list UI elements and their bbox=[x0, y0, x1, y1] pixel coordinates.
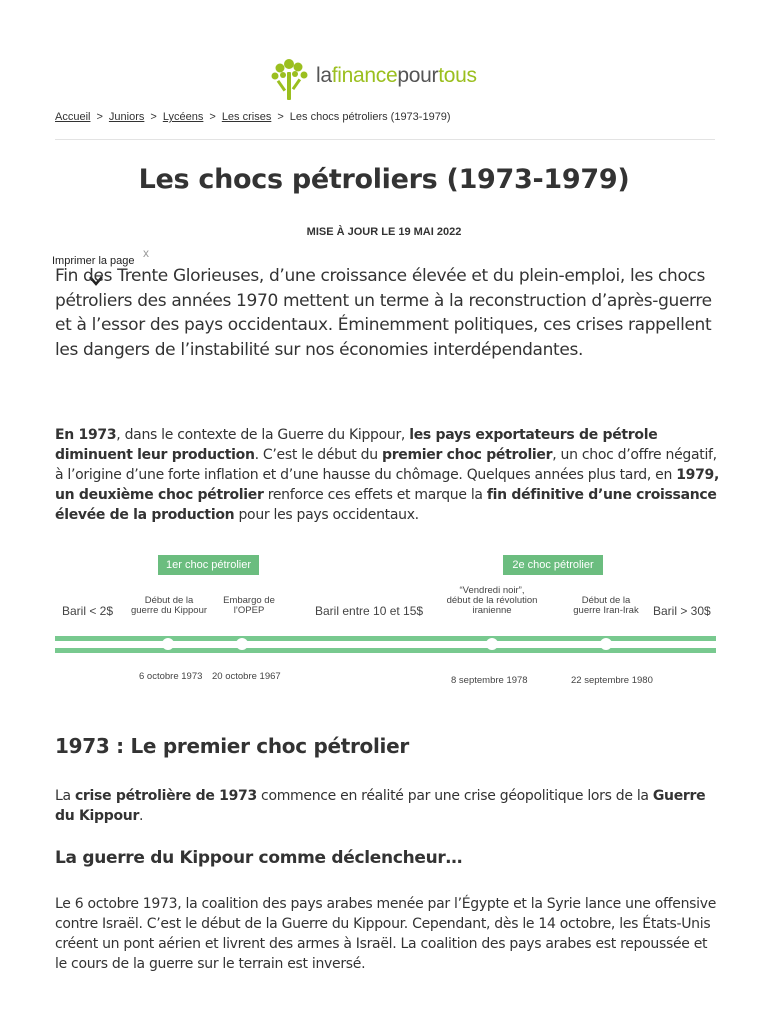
site-logo[interactable] bbox=[0, 58, 768, 102]
text: commence en réalité par une crise géopolitique lors de la bbox=[256, 788, 653, 804]
text-bold: les pays exportateurs de pétrole diminuent leur production bbox=[55, 427, 658, 463]
oil-shock-timeline bbox=[55, 548, 716, 698]
breadcrumb bbox=[55, 111, 715, 123]
breadcrumb-separator: > bbox=[96, 111, 103, 123]
event-kippour-line2: guerre du Kippour bbox=[130, 605, 208, 616]
paragraph-crise bbox=[55, 786, 723, 826]
date-iran-irak: 22 septembre 1980 bbox=[571, 675, 653, 686]
timeline-bar-bottom bbox=[55, 648, 716, 653]
price-mid-label: Baril entre 10 et 15$ bbox=[315, 604, 424, 618]
page-title: Les chocs pétroliers (1973-1979) bbox=[138, 164, 630, 195]
breadcrumb-separator: > bbox=[150, 111, 157, 123]
text: pour les pays occidentaux. bbox=[234, 507, 419, 523]
tree-logo-icon bbox=[270, 58, 310, 102]
text: . C’est le début du bbox=[254, 447, 382, 463]
text-bold: crise pétrolière de 1973 bbox=[74, 788, 257, 804]
date-vendredi-noir: 8 septembre 1978 bbox=[451, 675, 528, 686]
price-high-label: Baril > 30$ bbox=[653, 604, 711, 618]
date-embargo: 20 octobre 1967 bbox=[212, 671, 281, 682]
price-low-label: Baril < 2$ bbox=[62, 604, 114, 618]
event-vendredi-noir-label bbox=[437, 586, 547, 616]
print-close-button[interactable]: x bbox=[143, 246, 149, 260]
text: . bbox=[139, 808, 144, 824]
timeline-dot-iran-irak bbox=[600, 638, 612, 650]
section-heading: 1973 : Le premier choc pétrolier bbox=[55, 734, 409, 758]
badge-first-shock: 1er choc pétrolier bbox=[158, 555, 259, 575]
logo-part-1: la bbox=[316, 64, 332, 87]
timeline-bar-top bbox=[55, 636, 716, 641]
event-embargo-label bbox=[213, 596, 285, 616]
event-kippour-line1: Début de la bbox=[144, 595, 194, 606]
timeline-dot-kippour bbox=[162, 638, 174, 650]
logo-part-3: pour bbox=[397, 64, 439, 87]
event-vendredi-line2: début de la révolution bbox=[446, 595, 538, 606]
breadcrumb-link-accueil[interactable]: Accueil bbox=[55, 111, 91, 123]
event-iran-irak-label bbox=[561, 596, 651, 616]
logo-part-2: finance bbox=[331, 64, 398, 87]
breadcrumb-separator: > bbox=[209, 111, 216, 123]
event-vendredi-line1: “Vendredi noir”, bbox=[459, 585, 525, 596]
event-iran-irak-line2: guerre Iran-Irak bbox=[573, 605, 639, 616]
event-vendredi-line3: iranienne bbox=[472, 605, 512, 616]
breadcrumb-current: Les chocs pétroliers (1973-1979) bbox=[289, 111, 451, 123]
text: La bbox=[55, 788, 75, 804]
intro-paragraph: Fin des Trente Glorieuses, d’une croissance élevée et du plein-emploi, les chocs pétroliers des années 1970 mettent un terme à la reconstruction d’après-guerre et à l’essor des pays occidentaux. Éminemment politiques, ces crises rappellent les dangers de l’instabilité sur nos économies interdépendantes. bbox=[55, 266, 712, 360]
header-divider bbox=[55, 139, 715, 140]
timeline-dot-embargo bbox=[236, 638, 248, 650]
subsection-heading: La guerre du Kippour comme déclencheur… bbox=[55, 848, 463, 868]
text-bold: 1979, un deuxième choc pétrolier bbox=[55, 467, 720, 503]
breadcrumb-link-les-crises[interactable]: Les crises bbox=[221, 111, 272, 123]
logo-part-4: tous bbox=[438, 64, 477, 87]
timeline-dot-vendredi-noir bbox=[486, 638, 498, 650]
event-embargo-line2: l’OPEP bbox=[233, 605, 265, 616]
badge-second-shock: 2e choc pétrolier bbox=[503, 555, 603, 575]
paragraph-kippour: Le 6 octobre 1973, la coalition des pays arabes menée par l’Égypte et la Syrie lance une offensive contre Israël. C’est le début de la Guerre du Kippour. Cependant, dès le 14 octobre, les États-Unis créent un pont aérien et livrent des armes à Israël. La coalition des pays arabes est repoussée et le cours de la guerre sur le terrain est inversé. bbox=[55, 896, 717, 972]
print-page-button[interactable]: Imprimer la page bbox=[52, 255, 135, 267]
text-bold: Guerre du Kippour bbox=[55, 788, 706, 824]
text: , un choc d’offre négatif, à l’origine d’une forte inflation et d’une hausse du chômage. Quelques années plus tard, en bbox=[55, 447, 717, 483]
breadcrumb-separator: > bbox=[277, 111, 284, 123]
text: , dans le contexte de la Guerre du Kippour, bbox=[116, 427, 410, 443]
date-kippour: 6 octobre 1973 bbox=[139, 671, 203, 682]
event-embargo-line1: Embargo de bbox=[223, 595, 275, 606]
logo-wordmark bbox=[316, 64, 477, 88]
text: renforce ces effets et marque la bbox=[263, 487, 487, 503]
breadcrumb-link-lyceens[interactable]: Lycéens bbox=[162, 111, 204, 123]
text-bold: En 1973 bbox=[55, 427, 117, 443]
breadcrumb-link-juniors[interactable]: Juniors bbox=[108, 111, 145, 123]
paragraph-context bbox=[55, 425, 723, 525]
update-date: MISE À JOUR LE 19 MAI 2022 bbox=[306, 226, 462, 238]
text-bold: premier choc pétrolier bbox=[381, 447, 553, 463]
event-iran-irak-line1: Début de la bbox=[581, 595, 631, 606]
text-bold: fin définitive d’une croissance élevée de la production bbox=[55, 487, 717, 523]
event-kippour-label bbox=[125, 596, 213, 616]
